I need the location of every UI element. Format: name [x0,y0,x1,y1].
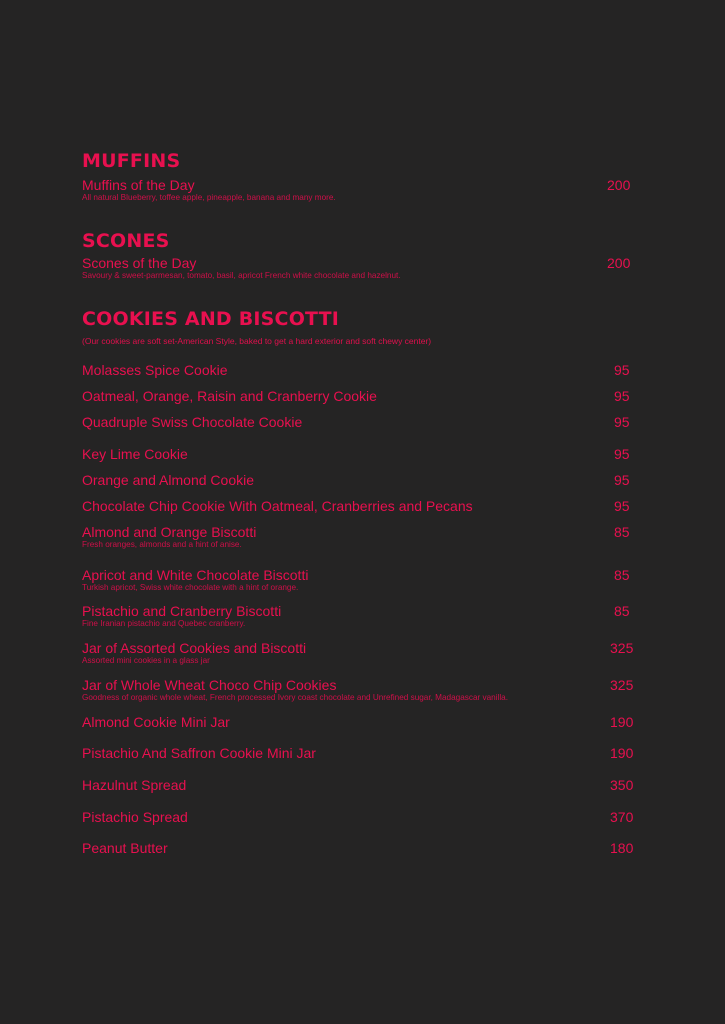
item-name: Chocolate Chip Cookie With Oatmeal, Cranberries and Pecans [82,498,473,514]
item-description: All natural Blueberry, toffee apple, pineapple, banana and many more. [82,193,336,202]
item-name: Almond Cookie Mini Jar [82,714,230,730]
item-name: Jar of Whole Wheat Choco Chip Cookies [82,677,337,693]
section-note-cookies: (Our cookies are soft set-American Style, baked to get a hard exterior and soft chewy center) [82,336,432,346]
item-description: Savoury & sweet-parmesan, tomato, basil, apricot French white chocolate and hazelnut. [82,271,401,280]
item-price: 325 [610,677,634,693]
item-name: Peanut Butter [82,840,168,856]
item-name: Pistachio And Saffron Cookie Mini Jar [82,745,316,761]
item-price: 190 [610,745,634,761]
item-price: 370 [610,809,634,825]
item-name: Molasses Spice Cookie [82,362,228,378]
item-description: Fine Iranian pistachio and Quebec cranberry. [82,619,246,628]
item-name: Hazulnut Spread [82,777,187,793]
item-description: Fresh oranges, almonds and a hint of anise. [82,540,242,549]
item-price: 95 [614,362,630,378]
item-price: 200 [607,177,631,193]
item-name: Key Lime Cookie [82,446,188,462]
item-price: 95 [614,498,630,514]
item-description: Goodness of organic whole wheat, French processed Ivory coast chocolate and Unrefined sugar, Madagascar vanilla. [82,693,508,702]
item-name: Oatmeal, Orange, Raisin and Cranberry Cookie [82,388,377,404]
item-name: Scones of the Day [82,255,197,271]
item-name: Orange and Almond Cookie [82,472,254,488]
section-title-scones: SCONES [82,230,170,252]
item-description: Turkish apricot, Swiss white chocolate with a hint of orange. [82,583,299,592]
item-price: 95 [614,388,630,404]
item-price: 350 [610,777,634,793]
item-description: Assorted mini cookies in a glass jar [82,656,210,665]
section-title-cookies-and-biscotti: COOKIES AND BISCOTTI [82,308,340,330]
item-name: Pistachio Spread [82,809,188,825]
item-name: Almond and Orange Biscotti [82,524,257,540]
item-price: 180 [610,840,634,856]
item-price: 325 [610,640,634,656]
item-name: Quadruple Swiss Chocolate Cookie [82,414,303,430]
item-price: 200 [607,255,631,271]
item-price: 85 [614,567,630,583]
item-price: 95 [614,472,630,488]
item-price: 190 [610,714,634,730]
item-price: 85 [614,603,630,619]
item-price: 85 [614,524,630,540]
item-name: Jar of Assorted Cookies and Biscotti [82,640,307,656]
item-name: Muffins of the Day [82,177,195,193]
item-name: Apricot and White Chocolate Biscotti [82,567,309,583]
section-title-muffins: MUFFINS [82,150,181,172]
item-name: Pistachio and Cranberry Biscotti [82,603,282,619]
item-price: 95 [614,414,630,430]
item-price: 95 [614,446,630,462]
